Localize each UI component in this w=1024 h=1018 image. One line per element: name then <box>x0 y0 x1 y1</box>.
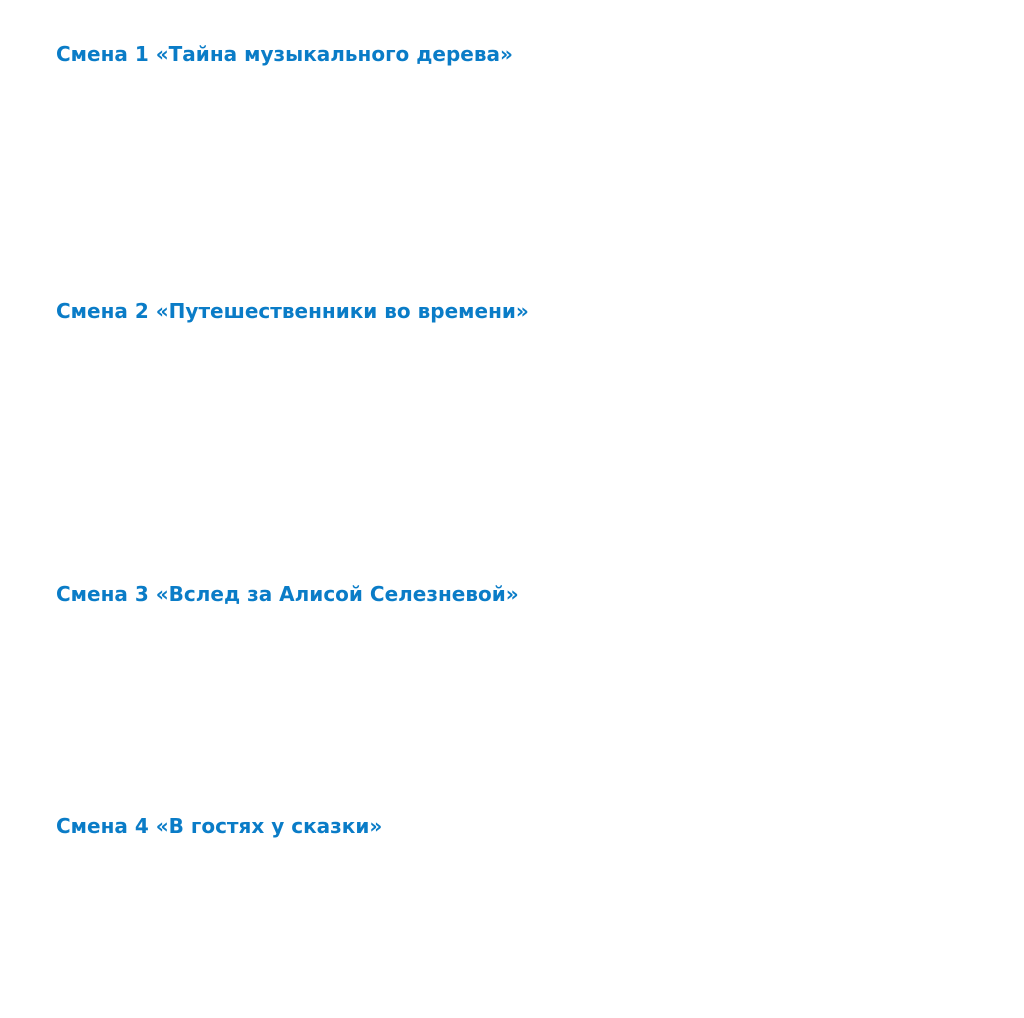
shift-2-link[interactable]: Смена 2 «Путешественники во времени» <box>56 299 529 323</box>
shift-4-link[interactable]: Смена 4 «В гостях у сказки» <box>56 814 383 838</box>
shift-1-link[interactable]: Смена 1 «Тайна музыкального дерева» <box>56 42 513 66</box>
shift-3-link[interactable]: Смена 3 «Вслед за Алисой Селезневой» <box>56 582 519 606</box>
